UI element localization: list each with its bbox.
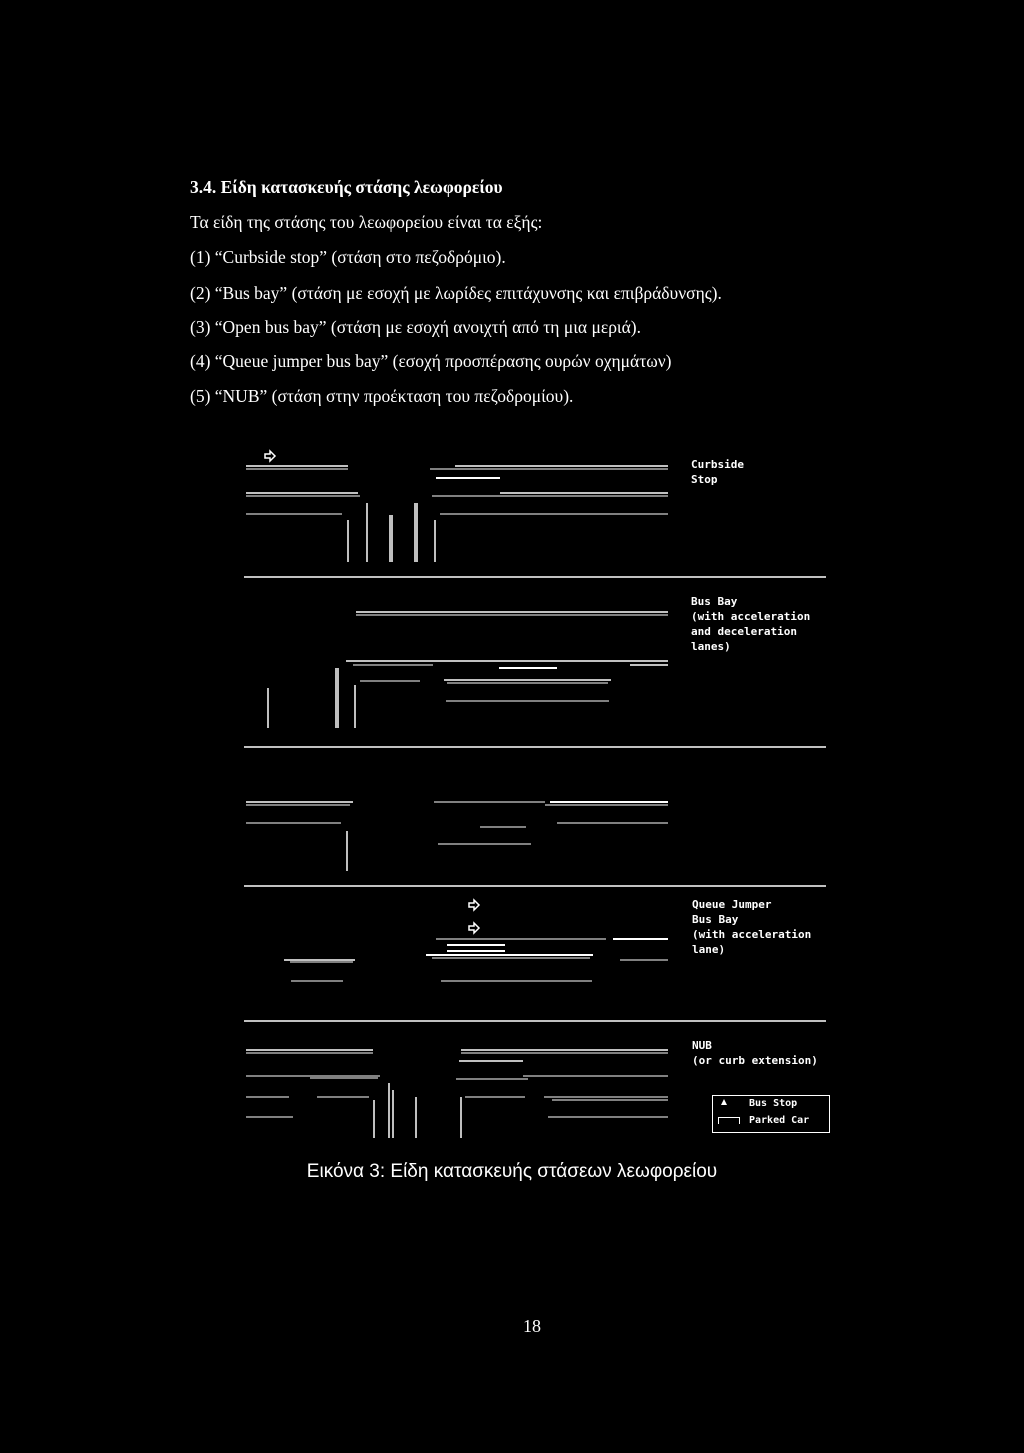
direction-arrow-icon: [469, 923, 479, 933]
list-item: (3) “Open bus bay” (στάση με εσοχή ανοιχτή από τη μια μεριά).: [190, 317, 642, 337]
list-item: (1) “Curbside stop” (στάση στο πεζοδρόμιο).: [190, 247, 506, 267]
figure-caption: Εικόνα 3: Είδη κατασκευής στάσεων λεωφορείου: [306, 1161, 718, 1182]
label-bus-bay: Bus Bay (with acceleration and deceleration lanes): [691, 595, 811, 653]
section-heading: 3.4. Είδη κατασκευής στάσης λεωφορείου: [190, 177, 503, 197]
parked-car-icon: [718, 1117, 740, 1124]
list-item: (5) “NUB” (στάση στην προέκταση του πεζοδρομίου).: [190, 386, 574, 406]
legend-box: [712, 1095, 830, 1133]
list-item: (2) “Bus bay” (στάση με εσοχή με λωρίδες επιτάχυνσης και επιβράδυνσης).: [190, 283, 722, 303]
page-number: 18: [523, 1316, 541, 1336]
list-item: (4) “Queue jumper bus bay” (εσοχή προσπέρασης ουρών οχημάτων): [190, 351, 672, 371]
legend-parked-car: Parked Car: [749, 1115, 810, 1126]
label-curbside: Curbside Stop: [691, 458, 744, 486]
direction-arrow-icon: [469, 900, 479, 910]
label-nub: NUB (or curb extension): [692, 1039, 818, 1067]
label-queue-jumper: Queue Jumper Bus Bay (with acceleration lane): [692, 898, 812, 956]
direction-arrow-icon: [265, 451, 275, 461]
bus-stop-triangle-icon: [721, 1099, 727, 1105]
intro-text: Τα είδη της στάσης του λεωφορείου είναι τα εξής:: [190, 212, 543, 232]
legend-bus-stop: Bus Stop: [749, 1098, 798, 1109]
